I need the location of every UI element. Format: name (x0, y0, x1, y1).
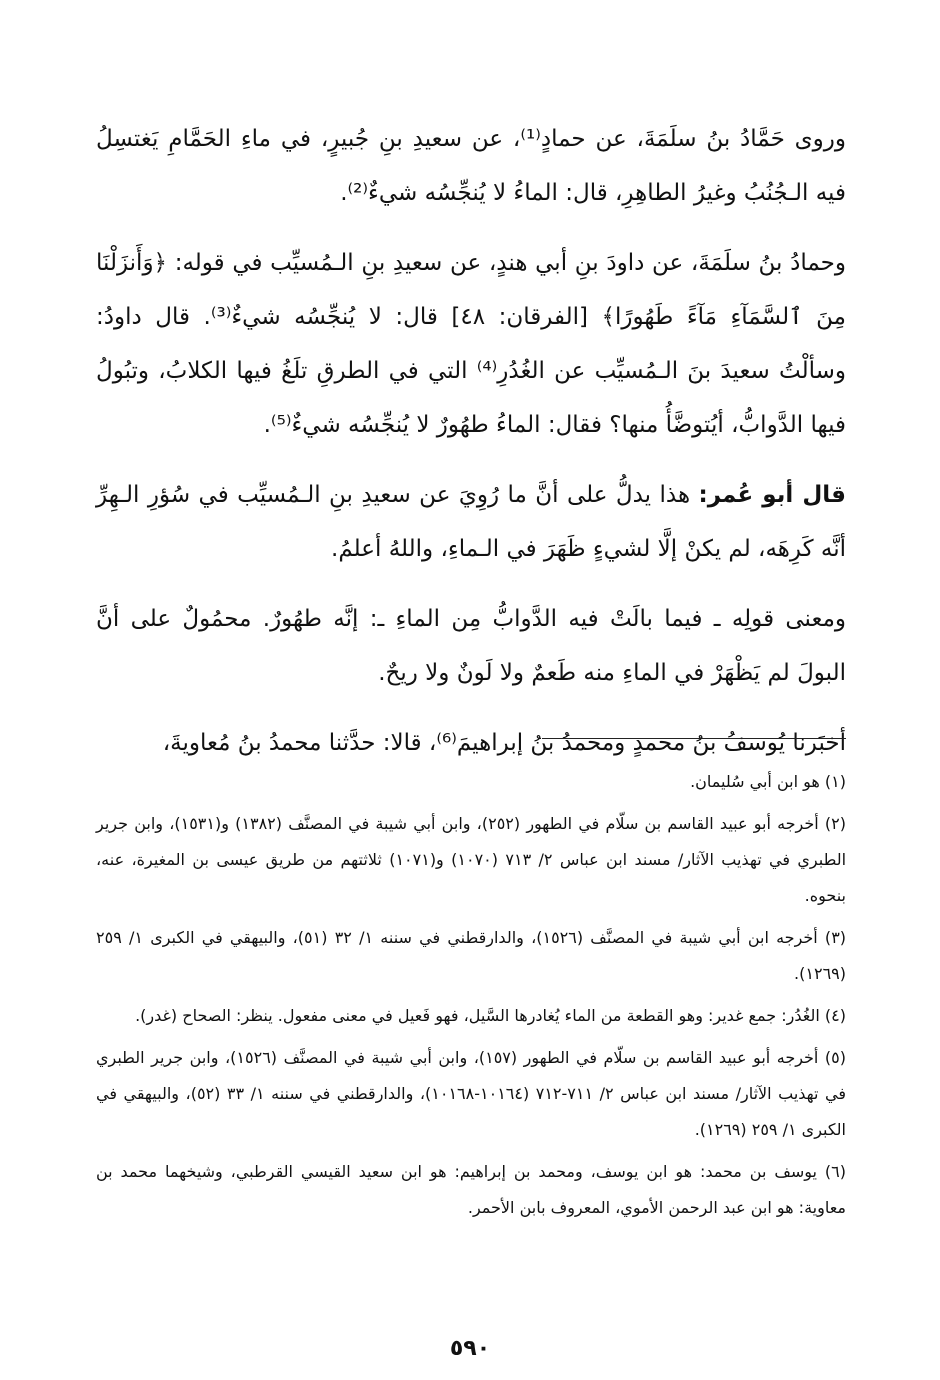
footnotes (96, 764, 846, 1232)
footnote-divider (542, 738, 846, 739)
paragraph-4: ومعنى قولِه ـ فيما بالَتْ فيه الدَّوابُّ مِن الماءِ ـ: إنَّه طهُورٌ. محمُولٌ على أنَّ البولَ لم يَظْهَرْ في الماءِ منه طَعمٌ ولا لَونٌ ولا ريحٌ. (96, 606, 846, 686)
footnote-6: (٦) يوسف بن محمد: هو ابن يوسف، ومحمد بن إبراهيم: هو ابن سعيد القيسي القرطبي، وشيخهما محمد بن معاوية: هو ابن عبد الرحمن الأموي، المعروف بابن الأحمر. (96, 1162, 846, 1217)
footnote-5: (٥) أخرجه أبو عبيد القاسم بن سلّام في الطهور (١٥٧)، وابن أبي شيبة في المصنَّف (١٥٢٦)، وابن جرير الطبري في تهذيب الآثار/ مسند ابن عباس ٢/ ٧١١-٧١٢ (١٠١٦٤-١٠١٦٨)، والدارقطني في سننه ١/ ٣٣ (٥٢)، والبيهقي في الكبرى ١/ ٢٥٩ (١٢٦٩). (96, 1048, 847, 1139)
footnote-1: (١) هو ابن أبي سُليمان. (690, 772, 846, 791)
page-number: ٥٩٠ (449, 1336, 491, 1361)
footnote-3: (٣) أخرجه ابن أبي شيبة في المصنَّف (١٥٢٦)، والدارقطني في سننه ١/ ٣٢ (٥١)، والبيهقي في الكبرى ١/ ٢٥٩ (١٢٦٩). (96, 928, 847, 983)
paragraph-3-lead: قال أبو عُمر: (698, 482, 846, 508)
paragraph-2: وحمادُ بنُ سلَمَةَ، عن داودَ بنِ أبي هندٍ، عن سعيدِ بنِ الـمُسيِّب في قوله: ﴿وَأَنزَلْنَا مِنَ ٱلسَّمَآءِ مَآءً طَهُورًا﴾ [الفرقان: ٤٨] قال: لا يُنجِّسُه شيءٌ⁽³⁾. قال داودُ: وسألْتُ سعيدَ بنَ الـمُسيِّب عن الغُدُرِ⁽⁴⁾ التي في الطرقِ تلَغُ فيها الكلابُ، وتبُولُ فيها الدَّوابُّ، أيُتوضَّأُ منها؟ فقال: الماءُ طهُورٌ لا يُنجِّسُه شيءٌ⁽⁵⁾. (96, 250, 847, 438)
main-text (96, 112, 846, 770)
footnote-2: (٢) أخرجه أبو عبيد القاسم بن سلّام في الطهور (٢٥٢)، وابن أبي شيبة في المصنَّف (١٣٨٢) و(١٥٣١)، وابن جرير الطبري في تهذيب الآثار/ مسند ابن عباس ٢/ ٧١٣ (١٠٧٠) و(١٠٧١) ثلاثتهم من طريق عيسى بن المغيرة، عنه، بنحوه. (96, 814, 847, 905)
paragraph-5: أخبَرنا يُوسفُ بنُ محمدٍ ومحمدُ بنُ إبراهيمَ⁽⁶⁾، قالا: حدَّثنا محمدُ بنُ مُعاويةَ، (162, 730, 846, 756)
footnote-4: (٤) الغُدُر: جمع غدير: وهو القطعة من الماء يُغادرها السَّيل، فهو فَعيل في معنى مفعول. ينظر: الصحاح (غدر). (135, 1006, 846, 1025)
paragraph-3-text: هذا يدلُّ على أنَّ ما رُوِيَ عن سعيدِ بنِ الـمُسيِّب في سُؤرِ الـهِرِّ أنَّه كَرِهَه، لم يكنْ إلَّا لشيءٍ ظَهَرَ في الـماءِ، واللهُ أعلمُ. (96, 482, 846, 562)
paragraph-1: وروى حَمَّادُ بنُ سلَمَةَ، عن حمادٍ⁽¹⁾، عن سعيدِ بنِ جُبيرٍ، في ماءِ الحَمَّامِ يَغتسِلُ فيه الـجُنُبُ وغيرُ الطاهِرِ، قال: الماءُ لا يُنجِّسُه شيءٌ⁽²⁾. (96, 126, 846, 206)
paragraph-3 (96, 468, 846, 576)
